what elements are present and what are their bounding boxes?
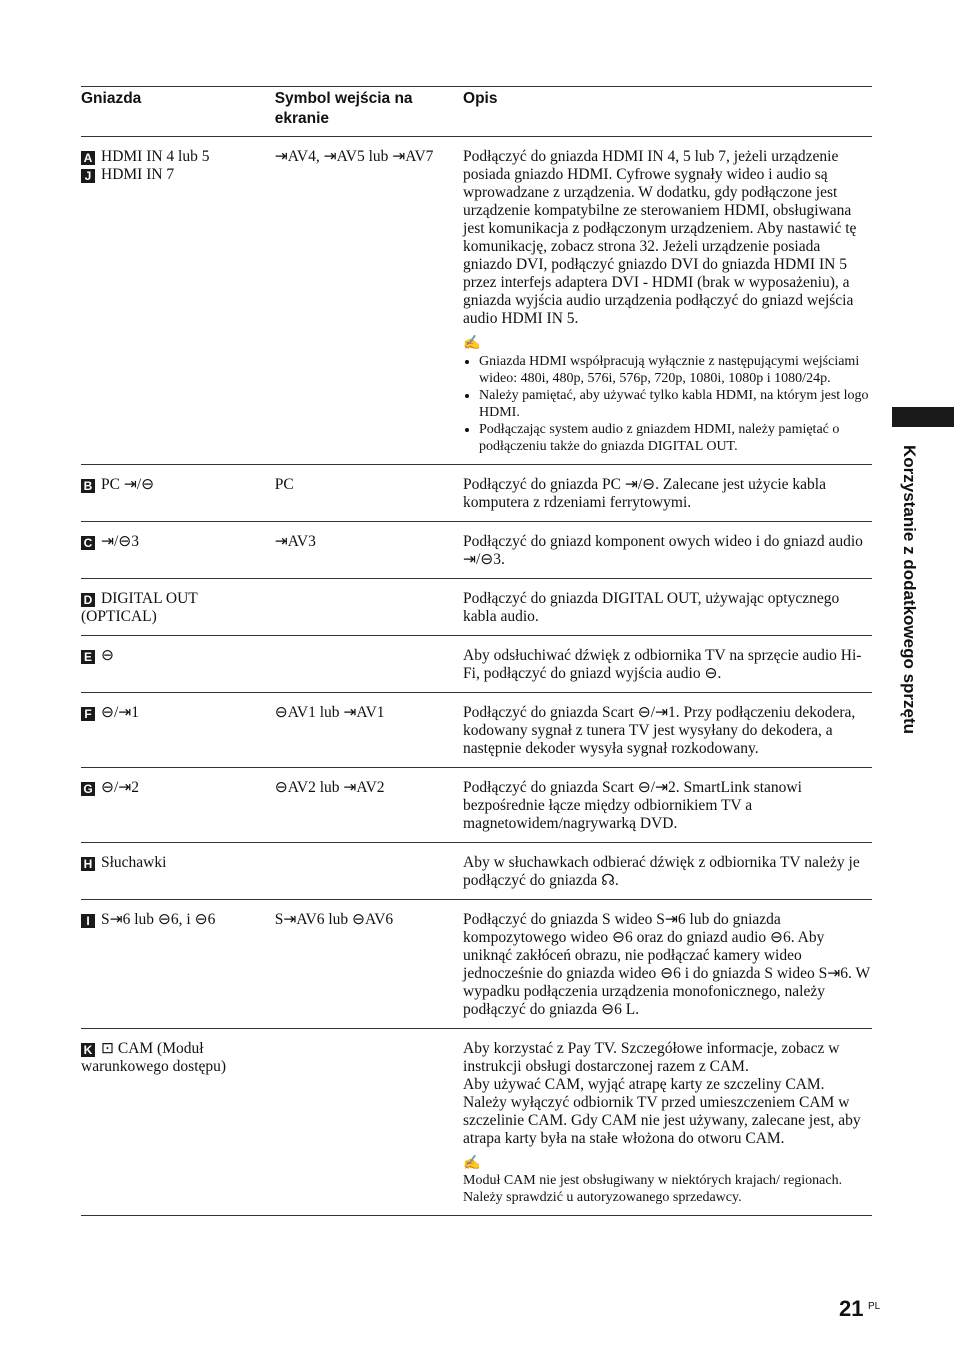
note-item: • Podłączając system audio z gniazdem HDMI, należy pamiętać o podłączeniu także do gniazda DIGITAL OUT. — [479, 421, 872, 455]
cell-symbol — [275, 579, 463, 636]
table-row — [81, 1029, 872, 1216]
cell-opis: Aby odsłuchiwać dźwięk z odbiornika TV na sprzęcie audio Hi-Fi, podłączyć do gniazd wyjścia audio ⊖. — [463, 647, 862, 682]
letter-badge: E — [81, 650, 95, 664]
connector-label: ⇥/⊖3 — [101, 533, 140, 550]
cell-gniazda — [81, 900, 275, 1029]
letter-badge: F — [81, 707, 95, 721]
cell-gniazda — [81, 693, 275, 768]
table-row — [81, 465, 872, 522]
cell-opis: Podłączyć do gniazda DIGITAL OUT, używając optycznego kabla audio. — [463, 590, 840, 625]
letter-badge: B — [81, 479, 95, 493]
cell-opis: Podłączyć do gniazda S wideo S⇥6 lub do gniazda kompozytowego wideo ⊖6 oraz do gniazd audio ⊖6. Aby uniknąć zakłóceń obrazu, nie podłączać kamery wideo jednocześnie do gniazda wideo ⊖6 i do gniazda S wideo S⇥6. W wypadku podłączenia urządzenia monofonicznego, należy podłączyć do gniazda ⊖6 L. — [463, 911, 870, 1018]
table-row — [81, 579, 872, 636]
letter-badge: H — [81, 857, 95, 871]
header-symbol: Symbol wejścia na ekranie — [274, 90, 413, 127]
side-section-title: Korzystanie z dodatkowego sprzętu — [900, 445, 919, 735]
cell-opis — [463, 137, 872, 465]
connector-label: ⊖/⇥2 — [101, 779, 140, 796]
letter-badge: J — [81, 169, 95, 183]
cell-symbol: S⇥AV6 lub ⊖AV6 — [274, 911, 394, 928]
note-item: • Należy pamiętać, aby używać tylko kabla HDMI, na którym jest logo HDMI. — [479, 387, 872, 421]
connector-label: HDMI IN 7 — [101, 166, 175, 183]
cell-opis: Aby w słuchawkach odbierać dźwięk z odbiornika TV należy je podłączyć do gniazda ☊. — [463, 854, 860, 889]
cell-symbol: PC — [274, 476, 294, 493]
table-header-row — [81, 87, 872, 137]
cell-gniazda — [81, 636, 275, 693]
cell-symbol: ⊖AV2 lub ⇥AV2 — [274, 779, 385, 796]
cell-gniazda — [81, 768, 275, 843]
letter-badge: G — [81, 782, 95, 796]
header-gniazda: Gniazda — [81, 90, 142, 107]
table-row — [81, 900, 872, 1029]
table-row — [81, 843, 872, 900]
cell-gniazda — [81, 522, 275, 579]
connector-label: ⊖/⇥1 — [101, 704, 140, 721]
connector-label: DIGITAL OUT (OPTICAL) — [81, 590, 198, 625]
note-item: • Gniazda HDMI współpracują wyłącznie z następującymi wejściami wideo: 480i, 480p, 576i, 576p, 720p, 1080i, 1080p i 1080/24p. — [479, 353, 872, 387]
cell-symbol: ⇥AV3 — [274, 533, 316, 550]
cell-gniazda — [81, 1029, 275, 1216]
header-opis: Opis — [463, 90, 498, 107]
cell-opis: Podłączyć do gniazda Scart ⊖/⇥1. Przy podłączeniu dekodera, kodowany sygnał z tunera TV jest wysyłany do dekodera, a następnie dekoder wysyła sygnał rozkodowany. — [463, 704, 856, 757]
cell-symbol — [275, 843, 463, 900]
note-text: Moduł CAM nie jest obsługiwany w niektórych krajach/ regionach. Należy sprawdzić u autoryzowanego sprzedawcy. — [463, 1173, 843, 1205]
cell-gniazda — [81, 465, 275, 522]
cell-opis — [463, 1029, 872, 1216]
table-row — [81, 522, 872, 579]
description-text: Aby korzystać z Pay TV. Szczegółowe informacje, zobacz w instrukcji obsługi dostarczonej razem z CAM. — [463, 1040, 840, 1075]
letter-badge: K — [81, 1043, 95, 1057]
table-row — [81, 636, 872, 693]
page-language: PL — [868, 1301, 881, 1312]
cell-opis: Podłączyć do gniazda PC ⇥/⊖. Zalecane jest użycie kabla komputera z rdzeniami ferrytowymi. — [463, 476, 826, 511]
cell-symbol — [275, 1029, 463, 1216]
description-text: Aby używać CAM, wyjąć atrapę karty ze szczeliny CAM. Należy wyłączyć odbiornik TV przed umieszczeniem CAM w szczelinie CAM. Gdy CAM nie jest używany, zalecane jest, aby atrapa karty była na stałe włożona do otworu CAM. — [463, 1076, 861, 1147]
connector-label: ⊡ CAM (Moduł warunkowego dostępu) — [81, 1040, 227, 1075]
table-row — [81, 137, 872, 465]
cell-symbol — [275, 636, 463, 693]
cell-opis: Podłączyć do gniazda Scart ⊖/⇥2. SmartLink stanowi bezpośrednie łącze między odbiornikiem TV a magnetowidem/nagrywarką DVD. — [463, 779, 802, 832]
letter-badge: C — [81, 536, 95, 550]
cell-gniazda — [81, 843, 275, 900]
cell-gniazda — [81, 579, 275, 636]
connector-label: HDMI IN 4 lub 5 — [101, 148, 210, 165]
note-pencil-icon: ✍ — [463, 336, 481, 351]
connector-label: ⊖ — [101, 647, 114, 664]
cell-symbol: ⊖AV1 lub ⇥AV1 — [274, 704, 385, 721]
table-row — [81, 693, 872, 768]
connector-label: S⇥6 lub ⊖6, i ⊖6 — [101, 911, 216, 928]
connector-label: PC ⇥/⊖ — [101, 476, 155, 493]
connections-table — [81, 86, 872, 1216]
note-pencil-icon: ✍ — [463, 1156, 481, 1171]
side-tab-marker — [892, 407, 954, 427]
notes-list — [463, 353, 872, 455]
description-text: Podłączyć do gniazda HDMI IN 4, 5 lub 7, jeżeli urządzenie posiada gniazdo HDMI. Cyfrowe sygnały wideo i audio są wprowadzane z urządzenia. W dodatku, gdy podłączone jest urządzenie kompatybilne ze sterowaniem HDMI, obsługiwana jest komunikacja z podłączonym urządzeniem. Aby nastawić tę komunikację, zobacz strona 32. Jeżeli urządzenie posiada gniazdo DVI, podłączyć gniazdo DVI do gniazda HDMI IN 5 przez interfejs adaptera DVI - HDMI (brak w wyposażeniu), a gniazda wyjścia audio urządzenia podłączyć do gniazd wejścia audio HDMI IN 5. — [463, 148, 857, 327]
connector-label: Słuchawki — [101, 854, 167, 871]
letter-badge: A — [81, 151, 95, 165]
table-row — [81, 768, 872, 843]
letter-badge: I — [81, 914, 95, 928]
cell-gniazda — [81, 137, 275, 465]
cell-opis: Podłączyć do gniazd komponent owych wideo i do gniazd audio ⇥/⊖3. — [463, 533, 863, 568]
cell-symbol: ⇥AV4, ⇥AV5 lub ⇥AV7 — [274, 148, 434, 165]
page-number: 21 — [839, 1296, 864, 1321]
letter-badge: D — [81, 593, 95, 607]
